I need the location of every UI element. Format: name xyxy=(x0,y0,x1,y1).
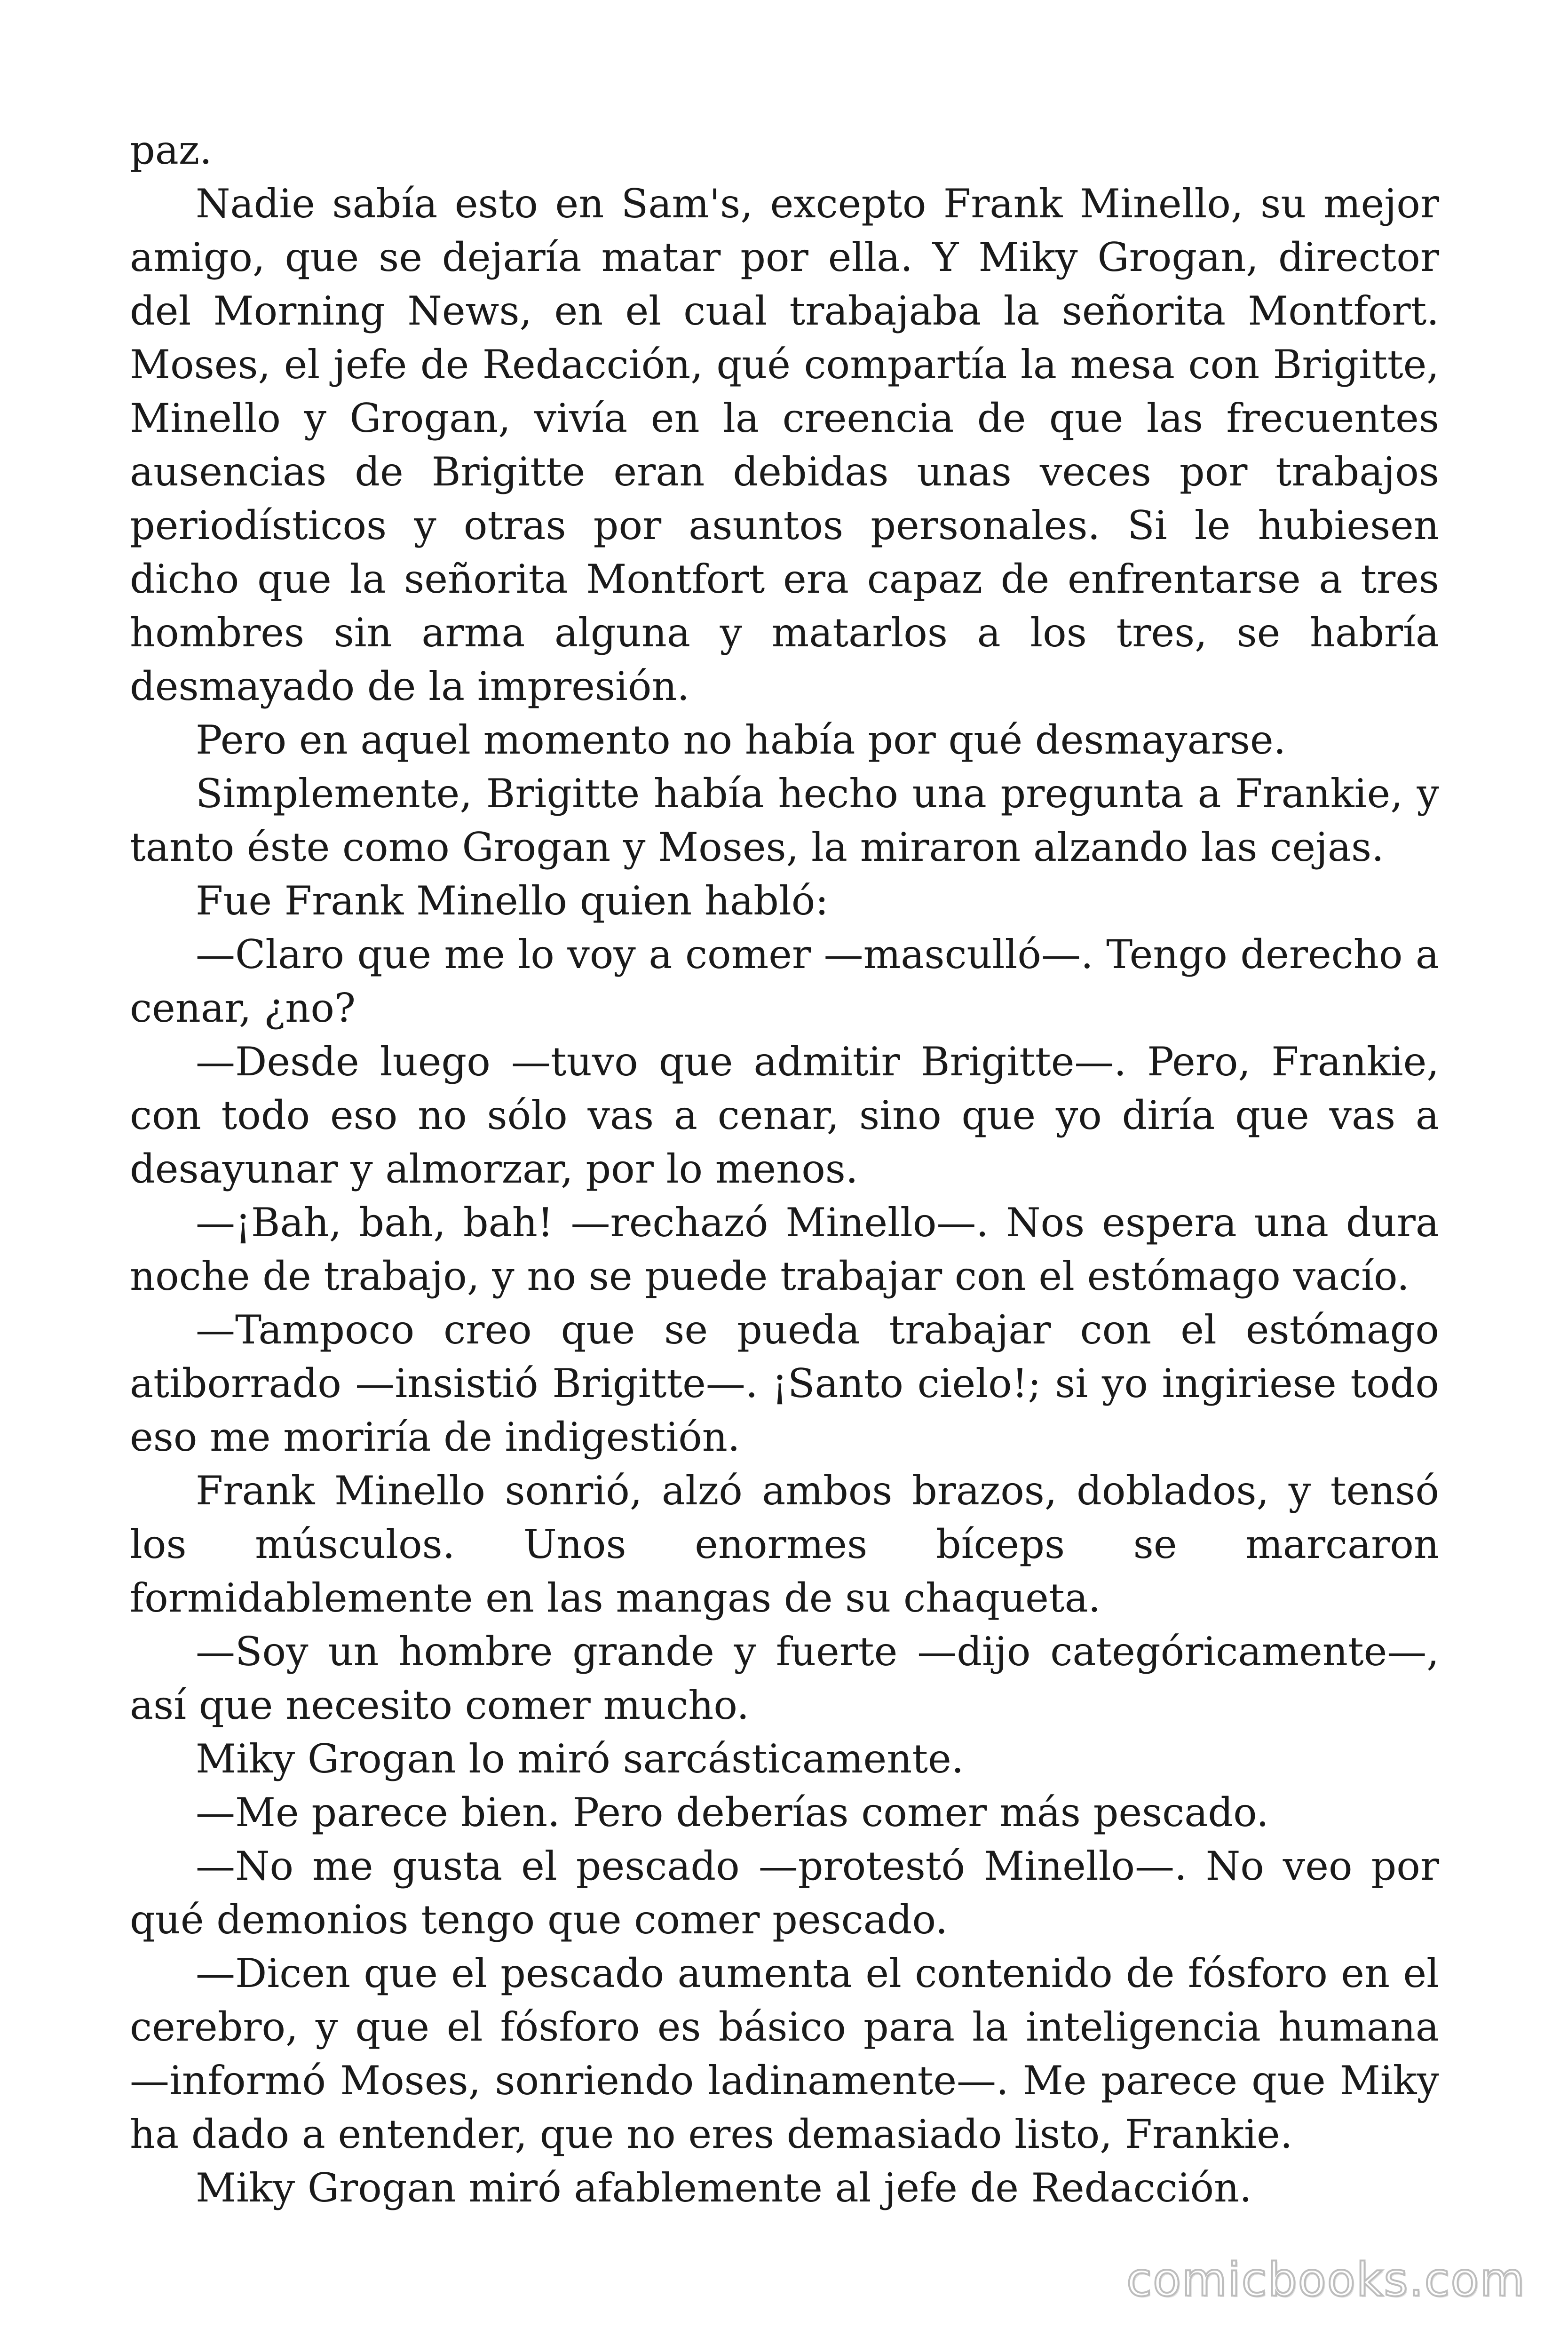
paragraph-2: Nadie sabía esto en Sam's, excepto Frank Minello, su mejor amigo, que se dejaría matar por ella. Y Miky Grogan, director del Morning News, en el cual trabajaba la señorita Montfort. Moses, el jefe de Redacción, qué compartía la mesa con Brigitte, Minello y Grogan, vivía en la creencia de que las frecuentes ausencias de Brigitte eran debidas unas veces por trabajos periodísticos y otras por asuntos personales. Si le hubiesen dicho que la señorita Montfort era capaz de enfrentarse a tres hombres sin arma alguna y matarlos a los tres, se habría desmayado de la impresión. xyxy=(130,181,1439,709)
paragraph-13: —Me parece bien. Pero deberías comer más pescado. xyxy=(196,1789,1269,1836)
paragraph-7: —Desde luego —tuvo que admitir Brigitte—. Pero, Frankie, con todo eso no sólo vas a cenar, sino que yo diría que vas a desayunar y almorzar, por lo menos. xyxy=(130,1039,1439,1192)
paragraph-10: Frank Minello sonrió, alzó ambos brazos, doblados, y tensó los músculos. Unos enormes bíceps se marcaron formidablemente en las mangas de su chaqueta. xyxy=(130,1468,1439,1621)
paragraph-1: paz. xyxy=(130,127,212,173)
paragraph-11: —Soy un hombre grande y fuerte —dijo categóricamente—, así que necesito comer mucho. xyxy=(130,1629,1439,1728)
paragraph-6: —Claro que me lo voy a comer —masculló—. Tengo derecho a cenar, ¿no? xyxy=(130,931,1439,1031)
paragraph-3: Pero en aquel momento no había por qué desmayarse. xyxy=(196,717,1286,763)
paragraph-16: Miky Grogan miró afablemente al jefe de Redacción. xyxy=(196,2165,1252,2211)
paragraph-8: —¡Bah, bah, bah! —rechazó Minello—. Nos espera una dura noche de trabajo, y no se puede trabajar con el estómago vacío. xyxy=(130,1200,1439,1299)
paragraph-12: Miky Grogan lo miró sarcásticamente. xyxy=(196,1736,964,1782)
paragraph-5: Fue Frank Minello quien habló: xyxy=(196,878,829,924)
paragraph-4: Simplemente, Brigitte había hecho una pregunta a Frankie, y tanto éste como Grogan y Moses, la miraron alzando las cejas. xyxy=(130,771,1439,870)
body-text xyxy=(130,123,1439,2215)
paragraph-15: —Dicen que el pescado aumenta el contenido de fósforo en el cerebro, y que el fósforo es básico para la inteligencia humana —informó Moses, sonriendo ladinamente—. Me parece que Miky ha dado a entender, que no eres demasiado listo, Frankie. xyxy=(130,1950,1439,2157)
paragraph-9: —Tampoco creo que se pueda trabajar con el estómago atiborrado —insistió Brigitte—. ¡Santo cielo!; si yo ingiriese todo eso me moriría de indigestión. xyxy=(130,1307,1439,1460)
paragraph-14: —No me gusta el pescado —protestó Minello—. No veo por qué demonios tengo que comer pescado. xyxy=(130,1843,1439,1943)
watermark: comicbooks.com xyxy=(1126,2253,1526,2307)
